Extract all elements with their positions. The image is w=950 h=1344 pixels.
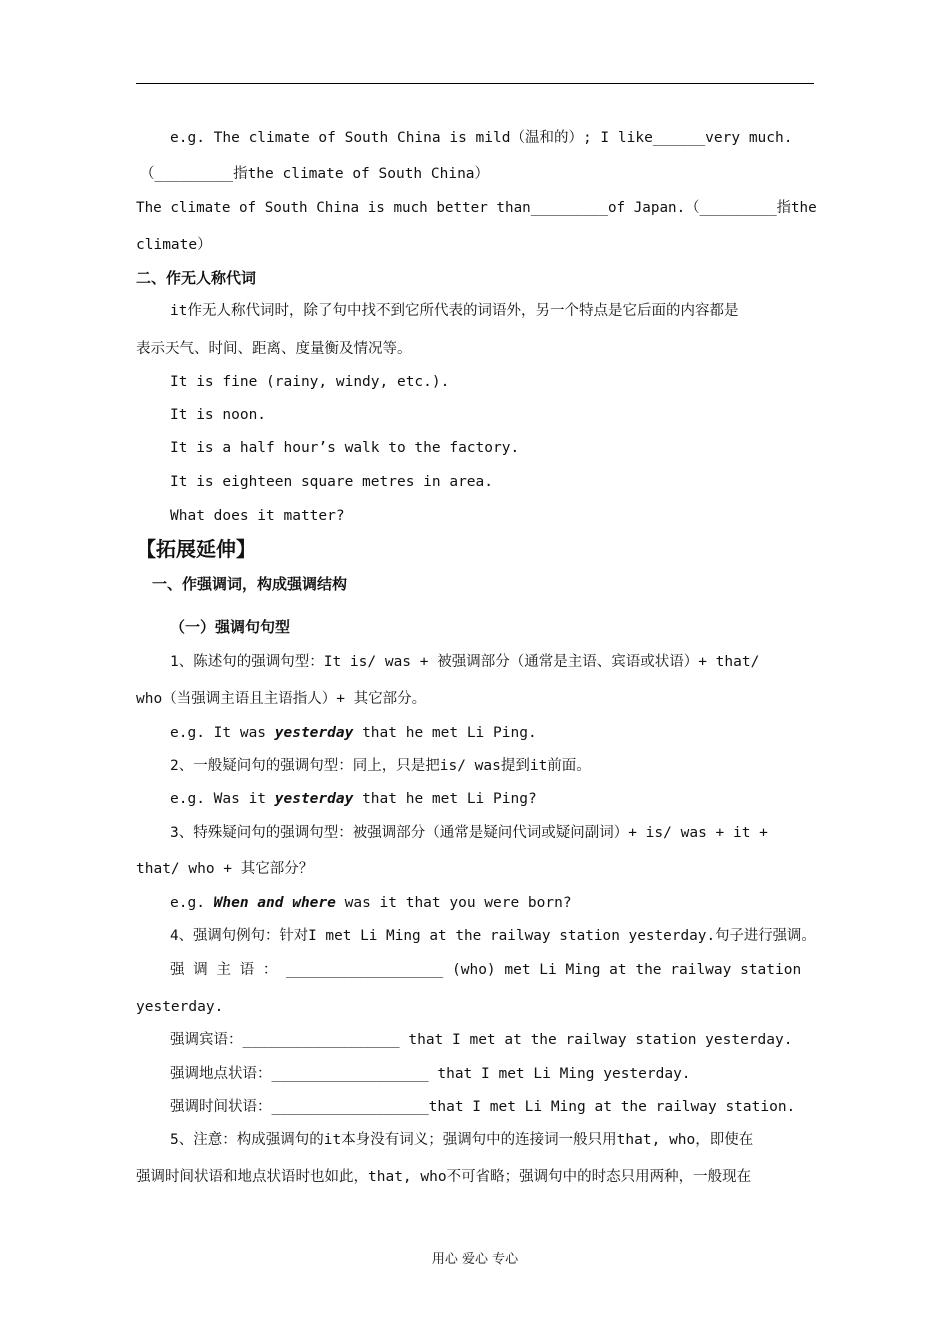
example-line: It is fine (rainy, windy, etc.). xyxy=(170,374,450,390)
impersonal-para-1: it作无人称代词时，除了句中找不到它所代表的词语外，另一个特点是它后面的内容都是 xyxy=(170,303,739,319)
example-line: It is eighteen square metres in area. xyxy=(170,474,494,490)
climate-line-4: climate） xyxy=(136,237,212,253)
page-footer: 用心 爱心 专心 xyxy=(431,1252,519,1267)
emphasized-word: yesterday xyxy=(274,725,354,741)
rule-1-line-2: who（当强调主语且主语指人）+ 其它部分。 xyxy=(136,691,427,707)
rule-5-line-2: 强调时间状语和地点状语时也如此，that, who不可省略；强调句中的时态只用两种，一般现在 xyxy=(136,1169,752,1185)
climate-line-1: e.g. The climate of South China is mild（温和的）; I like______very much. xyxy=(170,130,793,146)
rule-3-line-2: that/ who + 其它部分？ xyxy=(136,861,314,877)
emphasize-subject-line: 强 调 主 语 ： __________________ (who) met Li Ming at the railway station xyxy=(170,962,802,978)
climate-line-3: The climate of South China is much better than_________of Japan.（_________指the xyxy=(136,200,817,216)
example-1: e.g. It was yesterday that he met Li Ping. xyxy=(170,725,537,741)
impersonal-para-2: 表示天气、时间、距离、度量衡及情况等。 xyxy=(136,341,412,357)
emphasize-place-line: 强调地点状语：__________________ that I met Li Ming yesterday. xyxy=(170,1066,691,1082)
rule-1-line-1: 1、陈述句的强调句型：It is/ was + 被强调部分（通常是主语、宾语或状语）+ that/ xyxy=(170,654,760,670)
rule-2: 2、一般疑问句的强调句型：同上，只是把is/ was提到it前面。 xyxy=(170,758,591,774)
emphasize-subject-cont: yesterday. xyxy=(136,999,224,1015)
extension-heading: 【拓展延伸】 xyxy=(136,537,256,561)
section-heading-impersonal: 二、作无人称代词 xyxy=(136,269,257,287)
emphasize-time-line: 强调时间状语：__________________that I met Li Ming at the railway station. xyxy=(170,1099,796,1115)
example-line: It is noon. xyxy=(170,407,267,423)
rule-3-line-1: 3、特殊疑问句的强调句型：被强调部分（通常是疑问代词或疑问副词）+ is/ was + it + xyxy=(170,825,768,841)
climate-line-2: （_________指the climate of South China） xyxy=(140,166,490,182)
example-2: e.g. Was it yesterday that he met Li Ping? xyxy=(170,791,537,807)
emphasize-object-line: 强调宾语：__________________ that I met at the railway station yesterday. xyxy=(170,1032,793,1048)
example-line: What does it matter? xyxy=(170,508,345,524)
example-line: It is a half hour’s walk to the factory. xyxy=(170,440,520,456)
rule-5-line-1: 5、注意：构成强调句的it本身没有词义；强调句中的连接词一般只用that, who，即使在 xyxy=(170,1132,754,1148)
example-3: e.g. When and where was it that you were born? xyxy=(170,895,572,911)
rule-4: 4、强调句例句：针对I met Li Ming at the railway station yesterday.句子进行强调。 xyxy=(170,928,816,944)
subheading-emphasis: 一、作强调词，构成强调结构 xyxy=(152,575,348,593)
header-rule xyxy=(136,83,814,84)
emphasized-word: yesterday xyxy=(274,791,354,807)
emphasized-word: When and where xyxy=(213,895,336,911)
subheading-pattern: （一）强调句句型 xyxy=(170,618,291,636)
